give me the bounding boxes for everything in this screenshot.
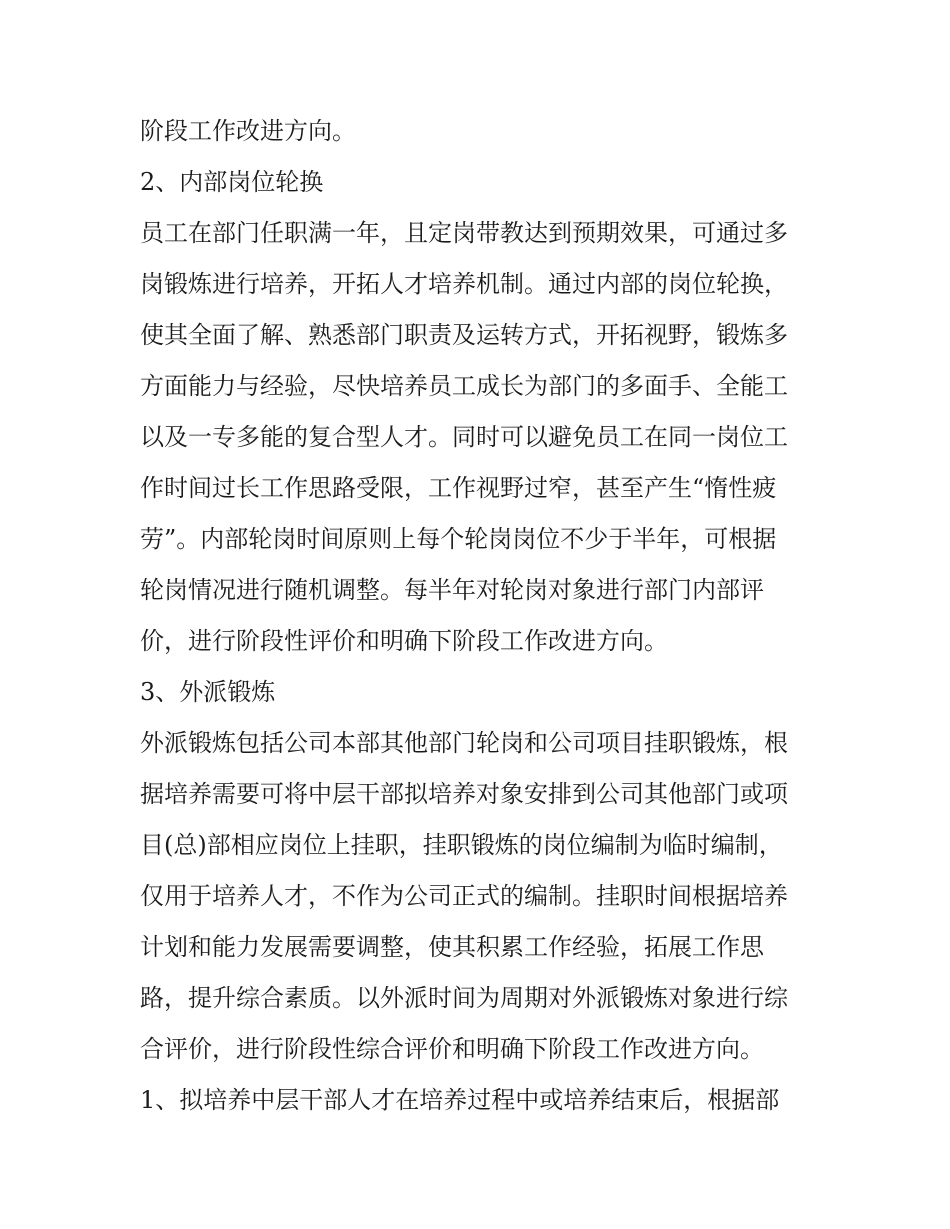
paragraph-line: 以及一专多能的复合型人才。同时可以避免员工在同一岗位工 bbox=[140, 423, 788, 451]
paragraph-line: 路，提升综合素质。以外派时间为周期对外派锻炼对象进行综 bbox=[140, 984, 788, 1012]
paragraph-line: 使其全面了解、熟悉部门职责及运转方式，开拓视野，锻炼多 bbox=[140, 321, 788, 349]
paragraph-line: 目(总)部相应岗位上挂职，挂职锻炼的岗位编制为临时编制， bbox=[140, 831, 783, 859]
paragraph-line: 据培养需要可将中层干部拟培养对象安排到公司其他部门或项 bbox=[140, 780, 788, 808]
paragraph-line: 作时间过长工作思路受限，工作视野过窄，甚至产生“惰性疲 bbox=[140, 474, 777, 502]
paragraph-line: 方面能力与经验，尽快培养员工成长为部门的多面手、全能工 bbox=[140, 372, 788, 400]
paragraph-line: 外派锻炼包括公司本部其他部门轮岗和公司项目挂职锻炼，根 bbox=[140, 729, 788, 757]
numbered-item-line: 1、拟培养中层干部人才在培养过程中或培养结束后，根据部 bbox=[140, 1086, 780, 1114]
paragraph-line: 计划和能力发展需要调整，使其积累工作经验，拓展工作思 bbox=[140, 933, 764, 961]
paragraph-line: 员工在部门任职满一年，且定岗带教达到预期效果，可通过多 bbox=[140, 219, 788, 247]
paragraph-line: 岗锻炼进行培养，开拓人才培养机制。通过内部的岗位轮换， bbox=[140, 270, 788, 298]
section-heading-external-assignment: 3、外派锻炼 bbox=[140, 678, 276, 706]
paragraph-line: 轮岗情况进行随机调整。每半年对轮岗对象进行部门内部评 bbox=[140, 576, 764, 604]
paragraph-line: 价，进行阶段性评价和明确下阶段工作改进方向。 bbox=[140, 627, 668, 655]
paragraph-line: 阶段工作改进方向。 bbox=[140, 117, 356, 145]
paragraph-line: 合评价，进行阶段性综合评价和明确下阶段工作改进方向。 bbox=[140, 1035, 764, 1063]
paragraph-line: 劳”。内部轮岗时间原则上每个轮岗岗位不少于半年，可根据 bbox=[140, 525, 777, 553]
document-body bbox=[140, 106, 820, 1126]
section-heading-internal-rotation: 2、内部岗位轮换 bbox=[140, 168, 324, 196]
paragraph-line: 仅用于培养人才，不作为公司正式的编制。挂职时间根据培养 bbox=[140, 882, 788, 910]
